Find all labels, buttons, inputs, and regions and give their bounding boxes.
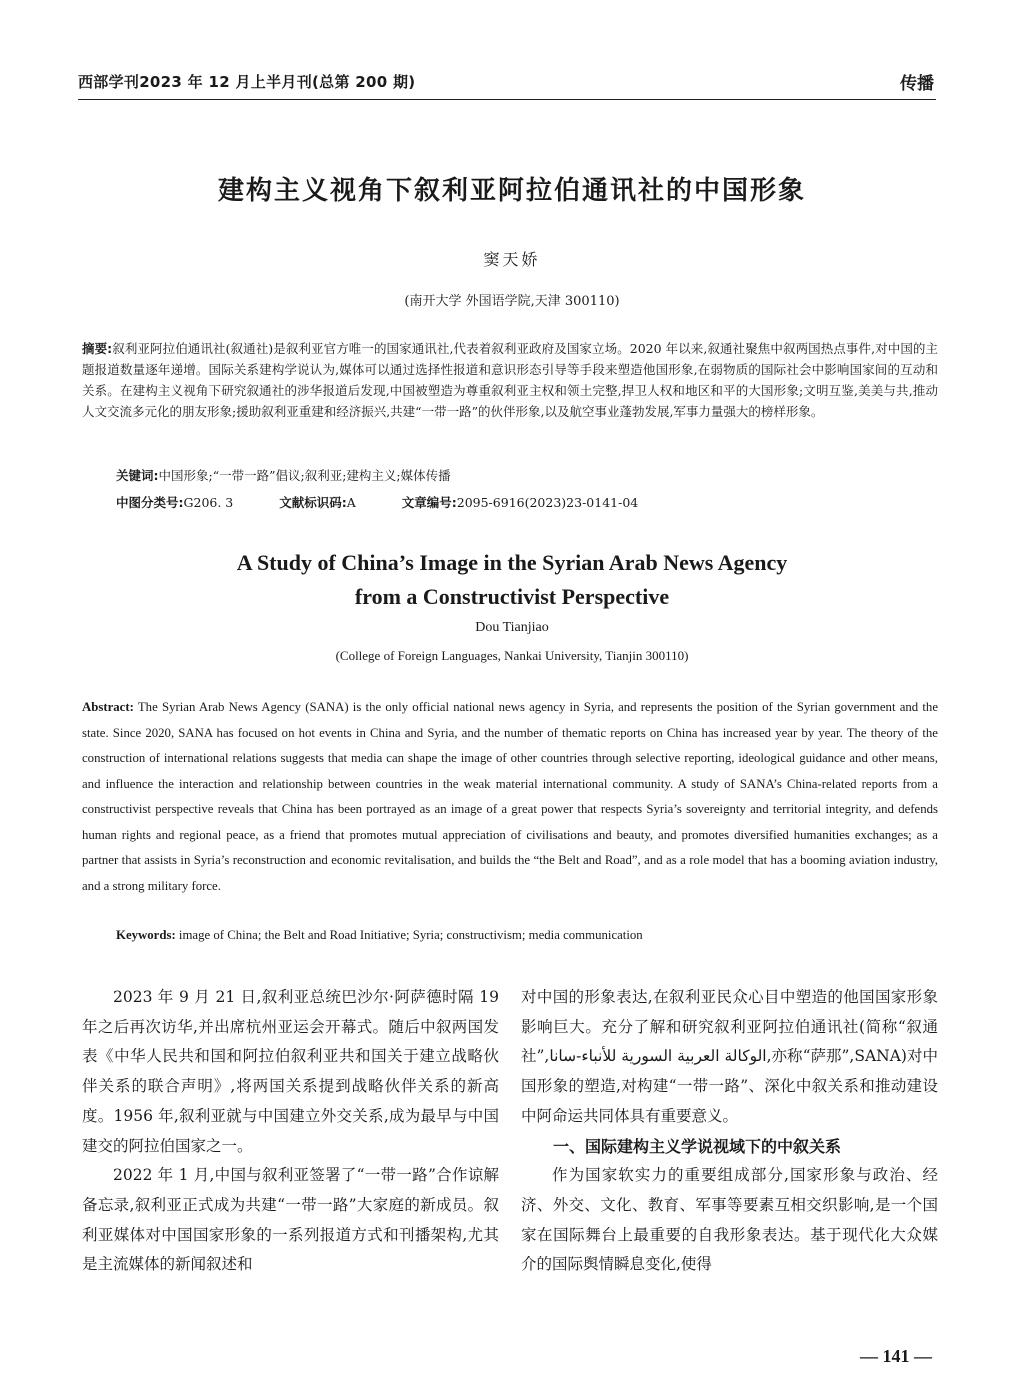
chinese-title: 建构主义视角下叙利亚阿拉伯通讯社的中国形象 xyxy=(217,176,806,206)
keywords-text: 中国形象;“一带一路”倡议;叙利亚;建构主义;媒体传播 xyxy=(158,468,451,483)
body-paragraph: 2022 年 1 月,中国与叙利亚签署了“一带一路”合作谅解备忘录,叙利亚正式成为共建“一带一路”大家庭的新成员。叙利亚媒体对中国国家形象的一系列报道方式和刊播架构,尤其是主流媒体的新闻叙述和 xyxy=(82,1166,499,1274)
english-keywords xyxy=(116,928,643,943)
keywords-label: 关键词: xyxy=(116,468,159,483)
doc-code-value: A xyxy=(346,495,356,510)
abstract-text: 叙利亚阿拉伯通讯社(叙通社)是叙利亚官方唯一的国家通讯社,代表着叙利亚政府及国家立场。2020 年以来,叙通社聚焦中叙两国热点事件,对中国的主题报道数量逐年递增。国际关系建构学说认为,媒体可以通过选择性报道和意识形态引导等手段来塑造他国形象,在弱物质的国际社会中影响国家间的互动和关系。在建构主义视角下研究叙通社的涉华报道后发现,中国被塑造为尊重叙利亚主权和领土完整,捍卫人权和地区和平的大国形象;文明互鉴,美美与共,推动人文交流多元化的朋友形象;援助叙利亚重建和经济振兴,共建“一带一路”的伙伴形象,以及航空事业蓬勃发展,军事力量强大的榜样形象。 xyxy=(82,341,939,419)
clc-label: 中图分类号: xyxy=(116,495,184,510)
chinese-abstract xyxy=(82,338,938,422)
chinese-affiliation: (南开大学 外国语学院,天津 300110) xyxy=(404,294,620,309)
english-author: Dou Tianjiao xyxy=(475,620,549,635)
english-abstract xyxy=(82,695,938,899)
english-title-line1: A Study of China’s Image in the Syrian Arab News Agency xyxy=(236,550,788,575)
article-no-label: 文章编号: xyxy=(401,495,457,510)
abstract-label: 摘要: xyxy=(82,341,113,356)
body-paragraph: 作为国家软实力的重要组成部分,国家形象与政治、经济、外交、文化、教育、军事等要素互相交织影响,是一个国家在国际舞台上最重要的自我形象表达。基于现代化大众媒介的国际舆情瞬息变化,使得 xyxy=(521,1166,938,1274)
english-keywords-label: Keywords: xyxy=(116,928,176,942)
body-right-column xyxy=(521,983,938,1280)
body-paragraph: 2023 年 9 月 21 日,叙利亚总统巴沙尔·阿萨德时隔 19 年之后再次访华,并出席杭州亚运会开幕式。随后中叙两国发表《中华人民共和国和阿拉伯叙利亚共和国关于建立战略伙伴关系的联合声明》,将两国关系提到战略伙伴关系的新高度。1956 年,叙利亚就与中国建立外交关系,成为最早与中国建交的阿拉伯国家之一。 xyxy=(82,988,499,1155)
classification-line xyxy=(116,493,680,511)
english-abstract-label: Abstract: xyxy=(82,700,134,714)
clc-value: G206. 3 xyxy=(183,495,234,510)
chinese-author: 窦天娇 xyxy=(483,250,541,269)
body-paragraph: 对中国的形象表达,在叙利亚民众心目中塑造的他国国家形象影响巨大。充分了解和研究叙利亚阿拉伯通讯社(简称“叙通社”,الوكالة العربية السورية للأنباء-سانا,亦称“萨那”,SANA)对中国形象的塑造,对构建“一带一路”、深化中叙关系和推动建设中阿命运共同体具有重要意义。 xyxy=(521,988,938,1125)
header-rule xyxy=(78,99,936,100)
english-title-line2: from a Constructivist Perspective xyxy=(354,584,670,609)
section-label: 传播 xyxy=(900,74,934,94)
chinese-keywords xyxy=(116,466,451,484)
english-keywords-text: image of China; the Belt and Road Initiative; Syria; constructivism; media communication xyxy=(178,928,643,942)
english-affiliation: (College of Foreign Languages, Nankai University, Tianjin 300110) xyxy=(335,648,689,663)
english-abstract-text: The Syrian Arab News Agency (SANA) is the only official national news agency in Syria, and represents the position of the Syrian government and the state. Since 2020, SANA has focused on hot events in China and Syria, and the number of thematic reports on China has increased year by year. The theory of the construction of international relations suggests that media can shape the image of other countries through selective reporting, ideological guidance and other means, and influence the interaction and relationship between countries in the weak material international community. A study of SANA’s China-related reports from a constructivist perspective reveals that China has been portrayed as an image of a great power that respects Syria’s sovereignty and territorial integrity, and defends human rights and regional peace, as a friend that promotes mutual appreciation of civilisations and beauty, and promotes diversified humanities exchanges; as a partner that assists in Syria’s reconstruction and economic revitalisation, and builds the “the Belt and Road”, and as a role model that has a booming aviation industry, and a strong military force. xyxy=(82,700,939,893)
article-no-value: 2095-6916(2023)23-0141-04 xyxy=(456,495,639,510)
doc-code-label: 文献标识码: xyxy=(279,495,347,510)
section-heading: 一、国际建构主义学说视域下的中叙关系 xyxy=(553,1136,842,1156)
english-title xyxy=(0,546,1024,614)
page-number: — 141 — xyxy=(860,1346,932,1366)
body-left-column xyxy=(82,983,499,1280)
journal-header: 西部学刊2023 年 12 月上半月刊(总第 200 期) xyxy=(78,73,416,91)
